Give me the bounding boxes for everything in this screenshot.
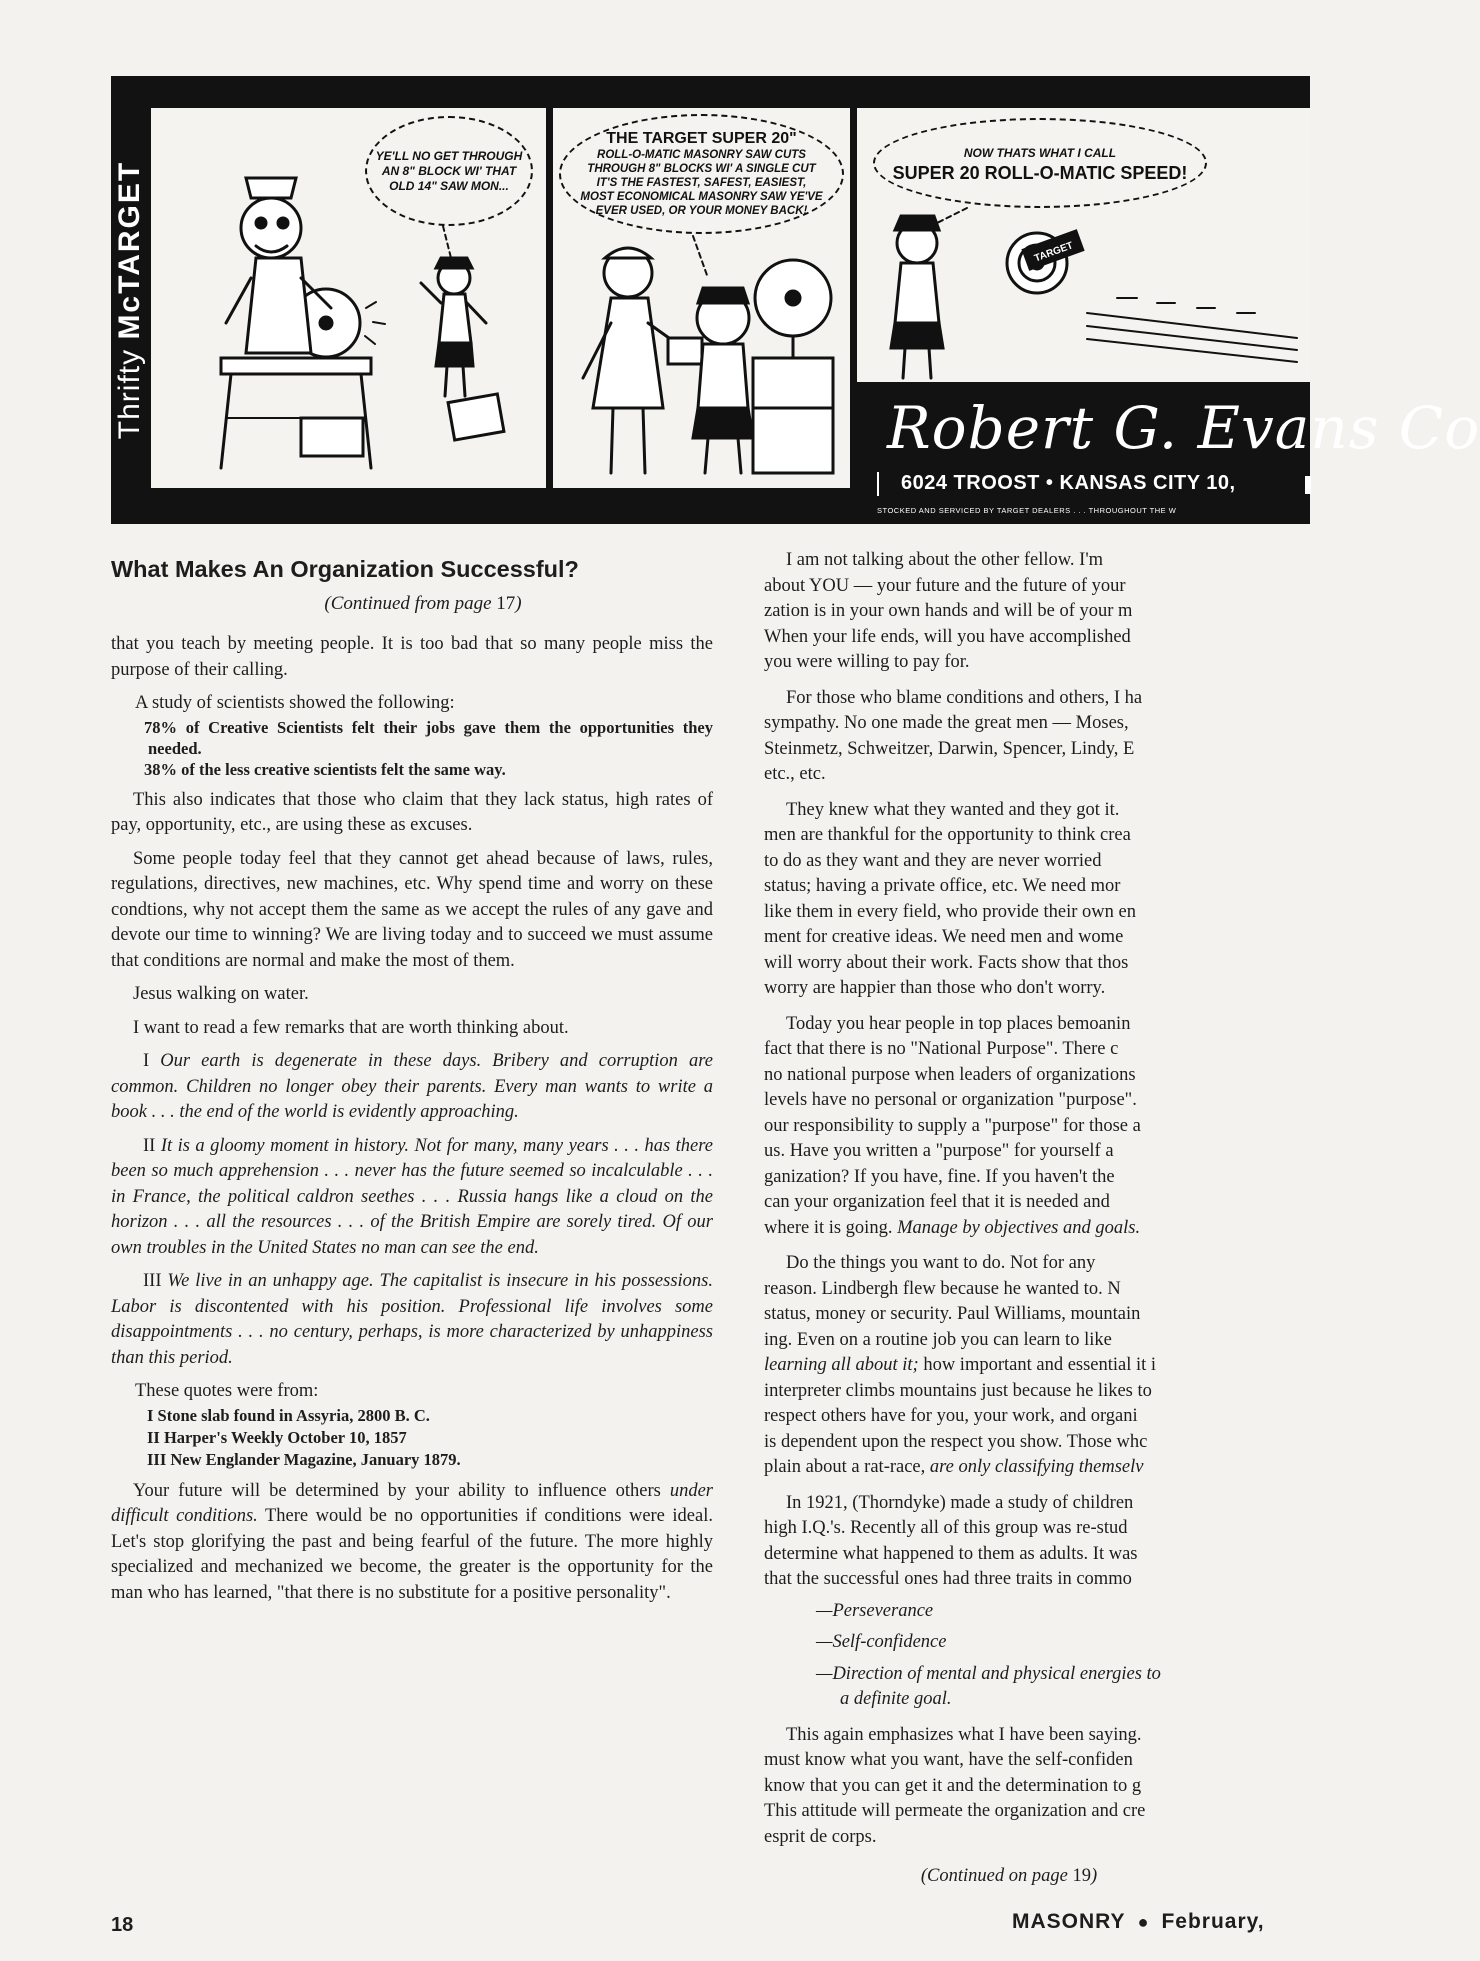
paragraph-group-2: [764, 686, 1324, 788]
speech-bubble-1: YE'LL NO GET THROUGH AN 8" BLOCK WI' THAT OLD 14" SAW MON...: [365, 116, 533, 226]
bubble-2-text: ROLL-O-MATIC MASONRY SAW CUTS THROUGH 8" BLOCKS WI' A SINGLE CUT IT'S THE FASTEST, SAFEST, EASIEST, MOST ECONOMICAL MASONRY SAW YE'VE EVER USED, OR YOUR MONEY BACK!: [580, 149, 823, 217]
saw-brand-label: TARGET: [1033, 240, 1075, 265]
paragraph: [111, 1479, 713, 1607]
text-line: is dependent upon the respect you show. Those whc: [764, 1431, 1148, 1452]
trait-item: —Self-confidence: [816, 1632, 947, 1652]
paragraph: that you teach by meeting people. It is too bad that so many people miss the purpose of their calling.: [111, 634, 713, 680]
text-line: Steinmetz, Schweitzer, Darwin, Spencer, Lindy, E: [764, 738, 1135, 759]
text-run: plain about a rat-race,: [764, 1457, 930, 1477]
text-line: about YOU — your future and the future of your: [764, 575, 1126, 596]
article-headline: What Makes An Organization Successful?: [111, 556, 579, 582]
trait-item: —Perseverance: [816, 1600, 934, 1621]
footer-magazine-info: [1012, 1910, 1265, 1934]
continued-on-text: (Continued on page: [920, 1866, 1073, 1886]
text-line: us. Have you written a "purpose" for yourself a: [764, 1141, 1114, 1161]
text-line: worry are happier than those who don't worry.: [764, 978, 1106, 998]
article-right-column: [764, 548, 1324, 1890]
company-signature-block: [857, 386, 1480, 524]
text-line: For those who blame conditions and others, I ha: [786, 687, 1143, 708]
text-line: high I.Q.'s. Recently all of this group was re-stud: [764, 1518, 1128, 1538]
trait-item: [764, 1662, 1324, 1713]
statistic: 78% of Creative Scientists felt their jobs gave them the opportunities they needed.: [144, 717, 713, 758]
text-line: zation is in your own hands and will be of your m: [764, 601, 1133, 621]
quote-text: Our earth is degenerate in these days. Bribery and corruption are common. Children no longer obey their parents. Every man wants to write a book . . . the end of the world is evidently approaching.: [111, 1051, 713, 1122]
continued-from-page: 17: [496, 593, 516, 614]
trait-item-line: —Direction of mental and physical energies to: [816, 1663, 1161, 1684]
text-line: This attitude will permeate the organization and cre: [764, 1801, 1146, 1821]
bubble-2-content: [579, 130, 824, 218]
vertical-title-prefix: Thrifty: [113, 339, 146, 440]
text-run-italic: are only classifying themselv: [929, 1457, 1144, 1477]
text-line: ganization? If you have, fine. If you haven't the: [764, 1166, 1115, 1187]
paragraph-group-3: [764, 798, 1324, 1002]
paragraph: Some people today feel that they cannot get ahead because of laws, rules, regulations, directives, new machines, etc. Why spend time and worry on these condtions, why not accept them the same as we accept the rules of any gave and devote our time to winning? We are living today and to succeed we must assume that conditions are normal and make the most of them.: [111, 848, 713, 971]
text-run-italic: under difficult conditions.: [111, 1480, 713, 1526]
text-line: know that you can get it and the determination to g: [764, 1775, 1142, 1796]
text-line: will worry about their work. Facts show that thos: [764, 952, 1129, 973]
quote-source: I Stone slab found in Assyria, 2800 B. C.: [147, 1405, 430, 1425]
text-line: fact that there is no "National Purpose". There c: [764, 1039, 1119, 1059]
text-line: status, money or security. Paul Williams, mountain: [764, 1304, 1141, 1324]
text-line: to do as they want and they are never worried: [764, 850, 1102, 871]
text-line: esprit de corps.: [764, 1826, 877, 1847]
statistic: 38% of the less creative scientists felt the same way.: [144, 759, 506, 779]
speech-bubble-2: [559, 114, 844, 234]
text-line: can your organization feel that it is needed and: [764, 1192, 1110, 1212]
text-line: reason. Lindbergh flew because he wanted to. N: [764, 1278, 1121, 1299]
continued-from-close: ): [515, 593, 522, 614]
bubble-2-title: THE TARGET SUPER 20": [606, 130, 797, 147]
text-line: When your life ends, will you have accomplished: [764, 626, 1131, 647]
paragraph: A study of scientists showed the following:: [135, 693, 455, 713]
company-address: 6024 TROOST • KANSAS CITY 10,: [901, 472, 1236, 494]
continued-on-close: ): [1090, 1866, 1098, 1886]
text-line: They knew what they wanted and they got it.: [786, 799, 1120, 820]
text-line: Today you hear people in top places bemoanin: [786, 1013, 1131, 1034]
text-line: [764, 1353, 1324, 1379]
text-run: how important and essential it i: [918, 1355, 1157, 1375]
paragraph: Jesus walking on water.: [133, 984, 309, 1004]
text-line: I am not talking about the other fellow. I'm: [786, 550, 1104, 570]
company-dealer-note: STOCKED AND SERVICED BY TARGET DEALERS . . . THROUGHOUT THE W: [877, 506, 1177, 515]
paragraph: This also indicates that those who claim that they lack status, high rates of pay, opportunity, etc., are using these as excuses.: [111, 789, 713, 835]
paragraph: These quotes were from:: [135, 1381, 319, 1401]
text-line: levels have no personal or organization "purpose".: [764, 1090, 1137, 1110]
paragraph-group-1: [764, 548, 1324, 676]
bubble-3-small: NOW THATS WHAT I CALL: [963, 146, 1117, 160]
text-line: men are thankful for the opportunity to think crea: [764, 825, 1131, 845]
text-line: determine what happened to them as adults. It was: [764, 1543, 1138, 1564]
quote-3: [111, 1269, 713, 1371]
trait-item-line: a definite goal.: [840, 1689, 952, 1709]
text-line: etc., etc.: [764, 764, 826, 784]
text-run: There would be no opportunities if conditions were ideal. Let's stop glorifying the past and being fearful of the future. The more highly specialized and mechanized we become, the greater is the opportunity for the man who has learned, "that there is no substitute for a positive personality".: [111, 1506, 713, 1603]
comic-advertisement-banner: [111, 76, 1480, 524]
text-line: that the successful ones had three traits in commo: [764, 1569, 1132, 1589]
text-run: Your future will be determined by your ability to influence others: [133, 1480, 670, 1501]
comic-panel-3: [857, 108, 1310, 382]
continued-from-text: (Continued from page: [324, 593, 497, 614]
address-divider: [877, 472, 879, 496]
text-line: ing. Even on a routine job you can learn to like: [764, 1329, 1112, 1350]
address-end-mark: [1305, 476, 1311, 494]
comic-panel-1: [151, 108, 546, 488]
page-number: 18: [111, 1914, 134, 1936]
article-left-column: [111, 548, 713, 1614]
paragraph: I want to read a few remarks that are worth thinking about.: [133, 1017, 569, 1038]
text-line: you were willing to pay for.: [764, 652, 970, 672]
text-line: respect others have for you, your work, and organi: [764, 1406, 1138, 1426]
quote-number: I: [143, 1051, 161, 1071]
text-line: In 1921, (Thorndyke) made a study of children: [786, 1492, 1134, 1513]
quote-source: II Harper's Weekly October 10, 1857: [147, 1427, 407, 1447]
quote-source: III New Englander Magazine, January 1879.: [147, 1449, 461, 1469]
paragraph-group-7: [764, 1723, 1324, 1851]
quote-text: We live in an unhappy age. The capitalist is insecure in his possessions. Labor is discontented with his position. Professional life involves some disappointments . . . no century, perhaps, is more characterized by unhappiness than this period.: [111, 1271, 714, 1368]
quote-text: It is a gloomy moment in history. Not for many, many years . . . has there been so much apprehension . . . never has the future seemed so incalculable . . . in France, the political caldron seethes . . . Russia hangs like a cloud on the horizon . . . all the resources . . . of the British Empire are sorely tired. Of our own troubles in the United States no man can see the end.: [111, 1135, 713, 1258]
bubble-3-content: [893, 143, 1188, 183]
vertical-title-name: McTARGET: [113, 160, 146, 340]
text-run-italic: learning all about it;: [764, 1355, 919, 1375]
quote-2: [111, 1134, 713, 1262]
text-line: must know what you want, have the self-confiden: [764, 1750, 1133, 1770]
paragraph-group-6: [764, 1491, 1324, 1593]
text-line: status; having a private office, etc. We need mor: [764, 876, 1121, 896]
magazine-title: MASONRY: [1012, 1910, 1126, 1933]
text-line: sympathy. No one made the great men — Moses,: [764, 713, 1129, 733]
text-line: Do the things you want to do. Not for any: [786, 1253, 1096, 1273]
vertical-title-text: [113, 161, 147, 439]
speech-bubble-3: [873, 118, 1207, 208]
continued-from-note: [111, 590, 713, 618]
quote-number: II: [143, 1135, 161, 1156]
text-line: This again emphasizes what I have been saying.: [786, 1724, 1142, 1745]
continued-on-page: 19: [1072, 1866, 1091, 1886]
paragraph-group-4: [764, 1012, 1324, 1242]
quote-1: [111, 1049, 713, 1126]
text-run: where it is going.: [764, 1217, 898, 1238]
text-line: interpreter climbs mountains just because he likes to: [764, 1380, 1152, 1401]
text-line: [764, 1216, 1324, 1242]
quote-number: III: [143, 1271, 168, 1291]
text-run-italic: Manage by objectives and goals.: [897, 1217, 1141, 1238]
company-name: Robert G. Evans Co: [887, 394, 1480, 462]
bullet-icon: ●: [1137, 1912, 1150, 1932]
vertical-title: [111, 76, 149, 524]
continued-on-note: [764, 1864, 1324, 1890]
text-line: like them in every field, who provide their own en: [764, 901, 1136, 922]
bubble-3-big: SUPER 20 ROLL-O-MATIC SPEED!: [892, 163, 1188, 183]
paragraph-group-5: [764, 1251, 1324, 1481]
text-line: ment for creative ideas. We need men and wome: [764, 927, 1124, 947]
text-line: our responsibility to supply a "purpose" for those a: [764, 1115, 1141, 1136]
issue-month: February,: [1161, 1910, 1265, 1933]
text-line: [764, 1455, 1324, 1481]
comic-panel-2: [553, 108, 850, 488]
text-line: no national purpose when leaders of organizations: [764, 1064, 1136, 1085]
